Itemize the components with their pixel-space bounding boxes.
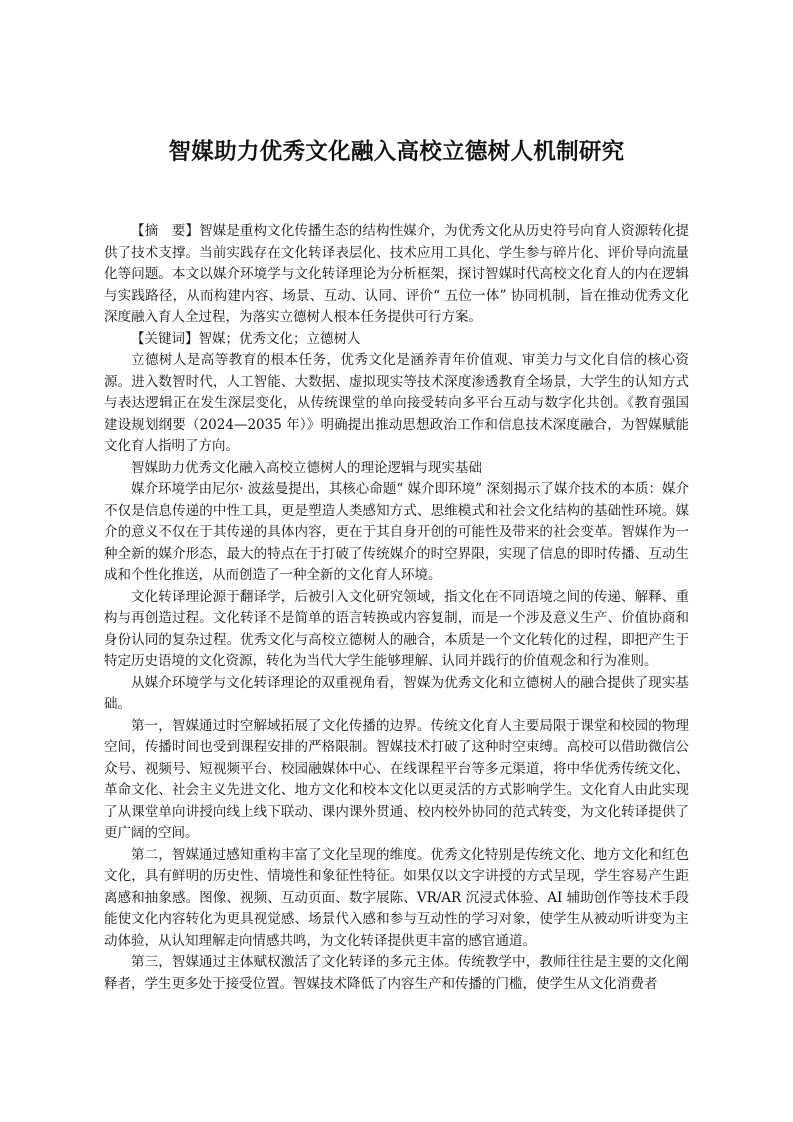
intro-paragraph: 立德树人是高等教育的根本任务，优秀文化是涵养青年价值观、审美力与文化自信的核心资源。进入数智时代，人工智能、大数据、虚拟现实等技术深度渗透教育全场景，大学生的认知方式与表达逻辑正在发生深层变化，从传统课堂的单向接受转向多平台互动与数字化共创。《教育强国建设规划纲要（2024—2035 年）》明确提出推动思想政治工作和信息技术深度融合，为智媒赋能文化育人指明了方向。 [104,352,689,454]
keywords-label: 【关键词】 [131,330,199,347]
paper-body [104,221,689,995]
body-paragraph: 第三，智媒通过主体赋权激活了文化转译的多元主体。传统教学中，教师往往是主要的文化阐释者，学生更多处于接受位置。智媒技术降低了内容生产和传播的门槛，使学生从文化消费者 [104,954,689,992]
body-paragraph: 第二，智媒通过感知重构丰富了文化呈现的维度。优秀文化特别是传统文化、地方文化和红色文化，具有鲜明的历史性、情境性和象征性特征。如果仅以文字讲授的方式呈现，学生容易产生距离感和抽象感。图像、视频、互动页面、数字展陈、VR/AR 沉浸式体验、AI 辅助创作等技术手段能使文化内容转化为更具视觉感、场景代入感和参与互动性的学习对象，使学生从被动听讲变为主动体验，从认知理解走向情感共鸣，为文化转译提供更丰富的感官通道。 [104,846,689,949]
body-paragraph: 文化转译理论源于翻译学，后被引入文化研究领域，指文化在不同语境之间的传递、解释、重构与再创造过程。文化转译不是简单的语言转换或内容复制，而是一个涉及意义生产、价值协商和身份认同的复杂过程。优秀文化与高校立德树人的融合，本质是一个文化转化的过程，即把产生于特定历史语境的文化资源，转化为当代大学生能够理解、认同并践行的价值观念和行为准则。 [104,588,689,669]
abstract-label: 【摘 要】 [131,223,200,239]
body-paragraph: 从媒介环境学与文化转译理论的双重视角看，智媒为优秀文化和立德树人的融合提供了现实基础。 [104,674,689,712]
body-paragraph: 媒介环境学由尼尔· 波兹曼提出，其核心命题“ 媒介即环境” 深刻揭示了媒介技术的本质：媒介不仅是信息传递的中性工具，更是塑造人类感知方式、思维模式和社会文化结构的基础性环境。媒介的意义不仅在于其传递的具体内容，更在于其自身开创的可能性及带来的社会变革。智媒作为一种全新的媒介形态，最大的特点在于打破了传统媒介的时空界限，实现了信息的即时传播、互动生成和个性化推送，从而创造了一种全新的文化育人环境。 [104,481,689,583]
keywords-text: 智媒；优秀文化；立德树人 [198,330,361,347]
abstract-text: 智媒是重构文化传播生态的结构性媒介，为优秀文化从历史符号向育人资源转化提供了技术支撑。当前实践存在文化转译表层化、技术应用工具化、学生参与碎片化、评价导向流量化等问题。本文以媒介环境学与文化转译理论为分析框架，探讨智媒时代高校文化育人的内在逻辑与实践路径，从而构建内容、场景、互动、认同、评价“ 五位一体” 协同机制，旨在推动优秀文化深度融入育人全过程，为落实立德树人根本任务提供可行方案。 [104,223,689,325]
section-heading: 智媒助力优秀文化融入高校立德树人的理论逻辑与现实基础 [131,459,482,476]
abstract-paragraph [104,221,689,329]
paper-title: 智媒助力优秀文化融入高校立德树人机制研究 [168,139,625,165]
keywords-paragraph [104,329,689,351]
body-paragraph: 第一，智媒通过时空解域拓展了文化传播的边界。传统文化育人主要局限于课堂和校园的物理空间，传播时间也受到课程安排的严格限制。智媒技术打破了这种时空束缚。高校可以借助微信公众号、视频号、短视频平台、校园融媒体中心、在线课程平台等多元渠道，将中华优秀传统文化、革命文化、社会主义先进文化、地方文化和校本文化以更灵活的方式影响学生。文化育人由此实现了从课堂单向讲授向线上线下联动、课内课外贯通、校内校外协同的范式转变，为文化转译提供了更广阔的空间。 [104,717,689,841]
